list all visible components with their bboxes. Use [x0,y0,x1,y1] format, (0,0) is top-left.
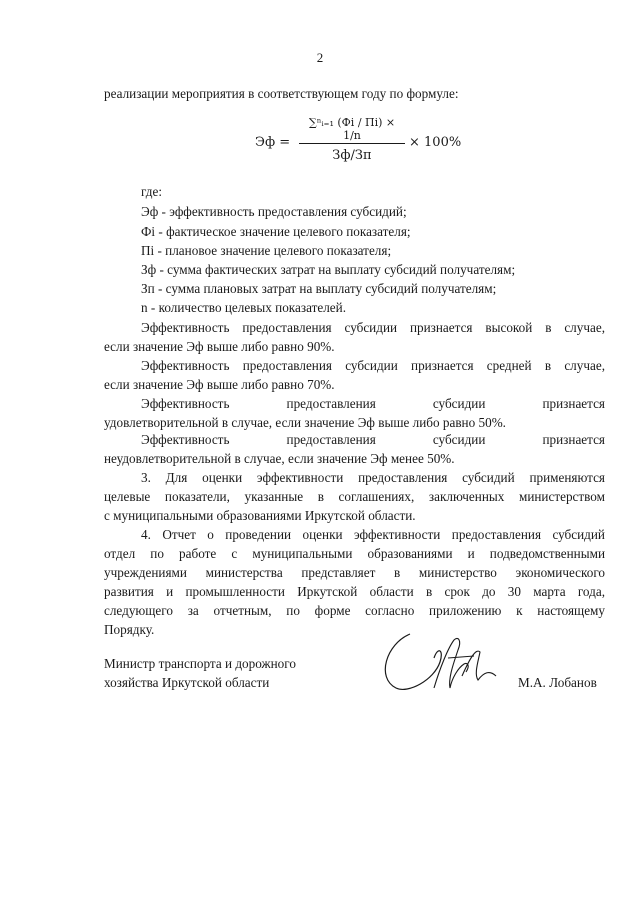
paragraph-line: удовлетворительной в случае, если значение Эф выше либо равно 50%. [104,415,506,430]
formula-lhs: Эф = [255,135,291,150]
formula-numerator: ∑ⁿᵢ₌₁ (Фi / Пi) × 1/n [308,116,396,142]
paragraph-line: 4. Отчет о проведении оценки эффективности предоставления субсидий [141,527,605,542]
fraction-bar [299,143,405,144]
formula-rhs: × 100% [409,135,462,150]
paragraph-line: Эффективность предоставления субсидии признается высокой в случае, [141,320,605,335]
paragraph-line: Эффективность предоставления субсидии признается [141,396,605,411]
definition-item: Зф - сумма фактических затрат на выплату субсидий получателям; [141,262,516,277]
paragraph-line: Эффективность предоставления субсидии признается средней в случае, [141,358,605,373]
paragraph-line: развития и промышленности Иркутской области в срок до 30 марта года, [104,584,605,599]
signatory-name: М.А. Лобанов [518,675,597,690]
definition-item: Эф - эффективность предоставления субсидий; [141,204,407,219]
definition-item: Фi - фактическое значение целевого показателя; [141,224,411,239]
where-label: где: [141,184,162,199]
paragraph-line: Эффективность предоставления субсидии признается [141,432,605,447]
efficiency-formula [255,116,465,172]
paragraph-line: учреждениями министерства представляет в министерство экономического [104,565,605,580]
definition-item: Пi - плановое значение целевого показателя; [141,243,392,258]
paragraph-line: если значение Эф выше либо равно 90%. [104,339,335,354]
formula-denominator: Зф/Зп [332,148,372,163]
paragraph-line: Порядку. [104,622,155,637]
paragraph-line: если значение Эф выше либо равно 70%. [104,377,335,392]
paragraph-line: следующего за отчетным, по форме согласно приложению к настоящему [104,603,605,618]
definition-item: n - количество целевых показателей. [141,300,346,315]
definition-item: Зп - сумма плановых затрат на выплату субсидий получателям; [141,281,497,296]
signatory-position: Министр транспорта и дорожного [104,656,296,671]
paragraph-line: неудовлетворительной в случае, если значение Эф менее 50%. [104,451,455,466]
paragraph-line: 3. Для оценки эффективности предоставления субсидий применяются [141,470,605,485]
paragraph-line: целевые показатели, указанные в соглашениях, заключенных министерством [104,489,605,504]
paragraph-line: с муниципальными образованиями Иркутской области. [104,508,416,523]
handwritten-signature [378,628,518,698]
intro-line: реализации мероприятия в соответствующем году по формуле: [104,86,459,101]
paragraph-line: отдел по работе с муниципальными образованиями и подведомственными [104,546,605,561]
page-number: 2 [316,50,324,65]
signatory-position: хозяйства Иркутской области [104,675,270,690]
